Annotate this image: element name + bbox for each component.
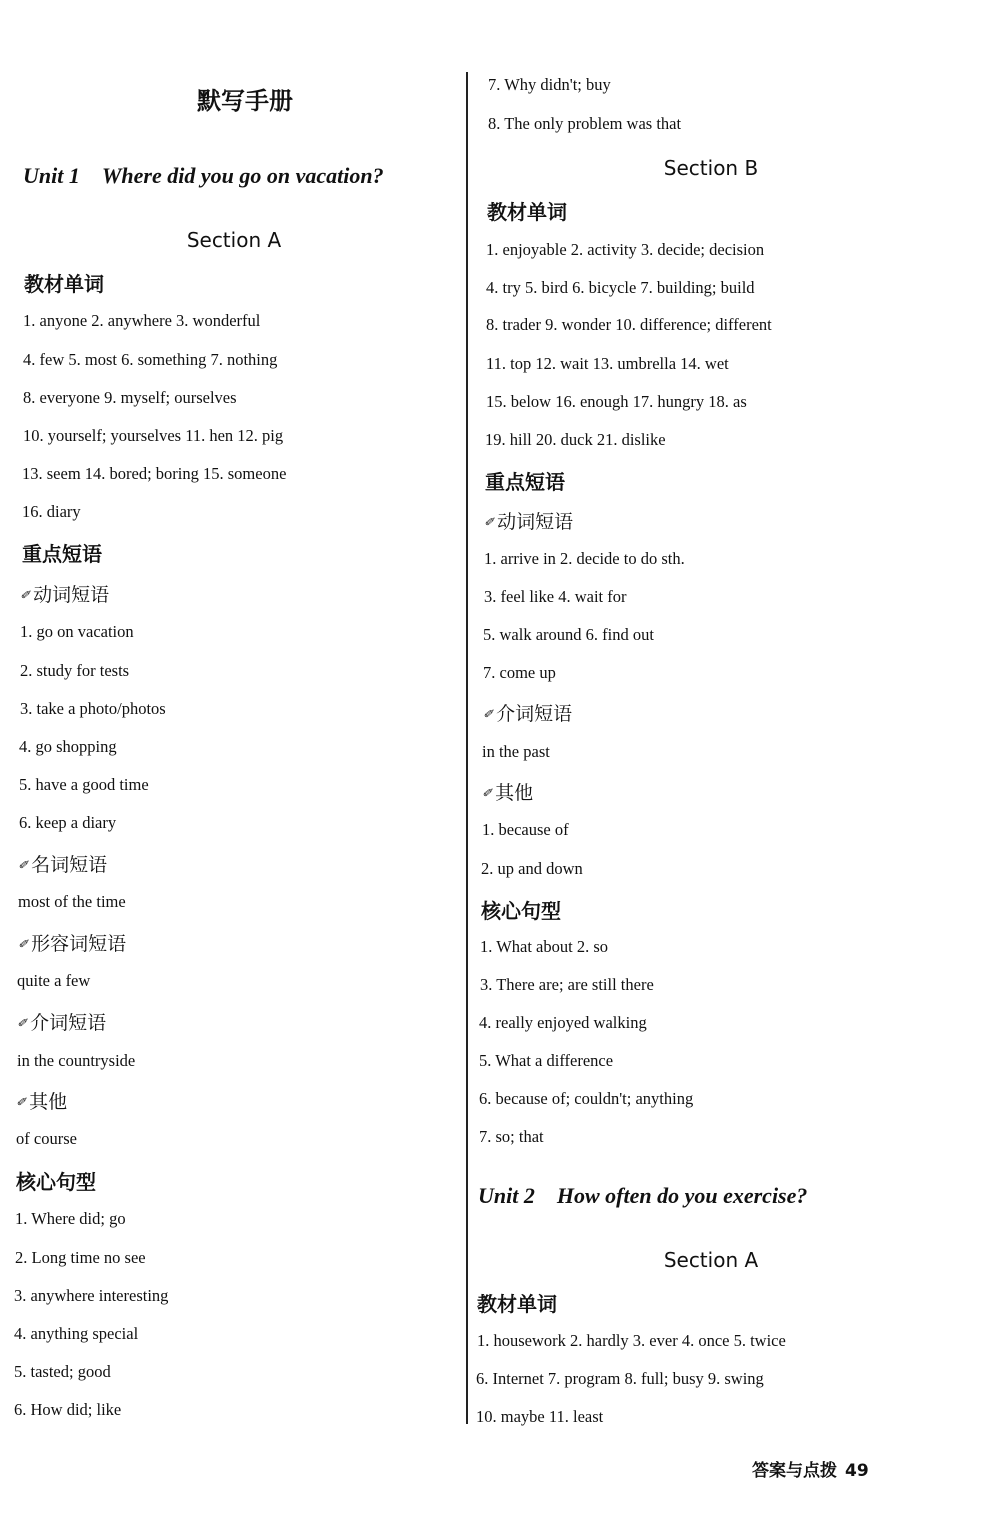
u1a-sentence-line: 8. The only problem was that bbox=[488, 114, 682, 133]
pen-bullet-icon: ✐ bbox=[18, 858, 29, 872]
book-title: 默写手册 bbox=[197, 87, 293, 115]
u1-section-b-label: Section B bbox=[663, 156, 759, 180]
u1b-sentence-line: 3. There are; are still there bbox=[480, 975, 654, 994]
unit2-title: How often do you exercise? bbox=[556, 1183, 808, 1208]
u1b-phrases-heading: 重点短语 bbox=[485, 470, 565, 494]
u2a-word-line: 6. Internet 7. program 8. full; busy 9. swing bbox=[476, 1369, 764, 1388]
footer-label: 答案与点拨 bbox=[752, 1461, 837, 1481]
u2a-words-heading: 教材单词 bbox=[477, 1292, 557, 1316]
u1b-verb-line: 5. walk around 6. find out bbox=[483, 625, 654, 644]
u1b-verb-line: 3. feel like 4. wait for bbox=[484, 587, 627, 606]
pen-bullet-icon: ✐ bbox=[18, 937, 29, 951]
u1b-sentence-line: 4. really enjoyed walking bbox=[479, 1013, 647, 1032]
u1b-other-line: 2. up and down bbox=[481, 859, 583, 878]
u1a-sentence-line: 6. How did; like bbox=[14, 1400, 122, 1419]
u1b-sentence-line: 1. What about 2. so bbox=[480, 937, 609, 956]
u1a-word-line: 1. anyone 2. anywhere 3. wonderful bbox=[23, 311, 261, 330]
u1a-word-line: 16. diary bbox=[22, 502, 81, 521]
u1a-noun-heading: ✐ 名词短语 bbox=[18, 854, 108, 876]
u1b-sentence-line: 6. because of; couldn't; anything bbox=[479, 1089, 694, 1108]
u1a-verb-line: 2. study for tests bbox=[20, 661, 130, 680]
u1a-verb-line: 1. go on vacation bbox=[20, 622, 134, 641]
u1a-other-heading: ✐ 其他 bbox=[16, 1091, 68, 1113]
u2a-word-line: 10. maybe 11. least bbox=[476, 1407, 604, 1426]
u1b-words-heading: 教材单词 bbox=[487, 200, 567, 224]
u1-section-a-label: Section A bbox=[186, 228, 282, 252]
u2a-word-line: 1. housework 2. hardly 3. ever 4. once 5. twice bbox=[477, 1331, 786, 1350]
u1b-other-line: 1. because of bbox=[482, 820, 569, 839]
unit2-number: Unit 2 bbox=[478, 1183, 535, 1208]
u1a-sentence-line: 5. tasted; good bbox=[14, 1362, 111, 1381]
column-divider bbox=[466, 72, 468, 1424]
u1b-word-line: 8. trader 9. wonder 10. difference; different bbox=[486, 315, 772, 334]
u1b-verb-line: 1. arrive in 2. decide to do sth. bbox=[484, 549, 685, 568]
u1b-prep-heading: ✐ 介词短语 bbox=[483, 703, 573, 725]
u1a-prep-heading: ✐ 介词短语 bbox=[17, 1012, 107, 1034]
u1a-adj-heading: ✐ 形容词短语 bbox=[18, 933, 127, 955]
u1a-phrases-heading: 重点短语 bbox=[22, 542, 102, 566]
u1a-other-line: of course bbox=[16, 1129, 77, 1148]
u1b-verb-line: 7. come up bbox=[483, 663, 556, 682]
u1a-sentence-line: 7. Why didn't; buy bbox=[488, 75, 611, 94]
u1a-noun-line: most of the time bbox=[18, 892, 126, 911]
page-footer bbox=[752, 1456, 869, 1481]
pen-bullet-icon: ✐ bbox=[16, 1095, 27, 1109]
u1b-other-heading: ✐ 其他 bbox=[482, 782, 534, 804]
u1a-sentence-line: 3. anywhere interesting bbox=[14, 1286, 169, 1305]
u1b-word-line: 11. top 12. wait 13. umbrella 14. wet bbox=[486, 354, 729, 373]
u1a-verb-line: 5. have a good time bbox=[19, 775, 149, 794]
u1b-sentence-line: 7. so; that bbox=[479, 1127, 544, 1146]
pen-bullet-icon: ✐ bbox=[484, 515, 495, 529]
u1b-word-line: 15. below 16. enough 17. hungry 18. as bbox=[486, 392, 747, 411]
u1a-verb-line: 4. go shopping bbox=[19, 737, 117, 756]
u1b-verb-heading: ✐ 动词短语 bbox=[484, 511, 574, 533]
u1a-words-heading: 教材单词 bbox=[24, 272, 104, 296]
unit1-number: Unit 1 bbox=[23, 163, 80, 188]
u1a-word-line: 4. few 5. most 6. something 7. nothing bbox=[23, 350, 278, 369]
pen-bullet-icon: ✐ bbox=[482, 786, 493, 800]
u1a-prep-line: in the countryside bbox=[17, 1051, 136, 1070]
u1a-sentences-heading: 核心句型 bbox=[16, 1170, 96, 1194]
u1a-adj-line: quite a few bbox=[17, 971, 91, 990]
u1b-word-line: 1. enjoyable 2. activity 3. decide; decision bbox=[486, 240, 765, 259]
unit2-heading bbox=[478, 1185, 807, 1207]
u1a-sentence-line: 4. anything special bbox=[14, 1324, 139, 1343]
u1b-sentence-line: 5. What a difference bbox=[479, 1051, 614, 1070]
unit1-heading bbox=[23, 165, 384, 187]
unit1-title: Where did you go on vacation? bbox=[101, 163, 384, 188]
page-number: 49 bbox=[845, 1461, 869, 1481]
u1a-word-line: 13. seem 14. bored; boring 15. someone bbox=[22, 464, 287, 483]
u1a-word-line: 10. yourself; yourselves 11. hen 12. pig bbox=[23, 426, 284, 445]
u1b-word-line: 4. try 5. bird 6. bicycle 7. building; build bbox=[486, 278, 755, 297]
u1b-sentences-heading: 核心句型 bbox=[481, 899, 561, 923]
u1a-verb-heading: ✐ 动词短语 bbox=[20, 584, 110, 606]
u1a-verb-line: 6. keep a diary bbox=[19, 813, 117, 832]
u1a-word-line: 8. everyone 9. myself; ourselves bbox=[23, 388, 237, 407]
pen-bullet-icon: ✐ bbox=[483, 707, 494, 721]
pen-bullet-icon: ✐ bbox=[20, 588, 31, 602]
u1a-sentence-line: 2. Long time no see bbox=[15, 1248, 146, 1267]
pen-bullet-icon: ✐ bbox=[17, 1016, 28, 1030]
u1a-sentence-line: 1. Where did; go bbox=[15, 1209, 126, 1228]
u1b-prep-line: in the past bbox=[482, 742, 550, 761]
u1a-verb-line: 3. take a photo/photos bbox=[20, 699, 166, 718]
u1b-word-line: 19. hill 20. duck 21. dislike bbox=[485, 430, 666, 449]
u2-section-a-label: Section A bbox=[663, 1248, 759, 1272]
